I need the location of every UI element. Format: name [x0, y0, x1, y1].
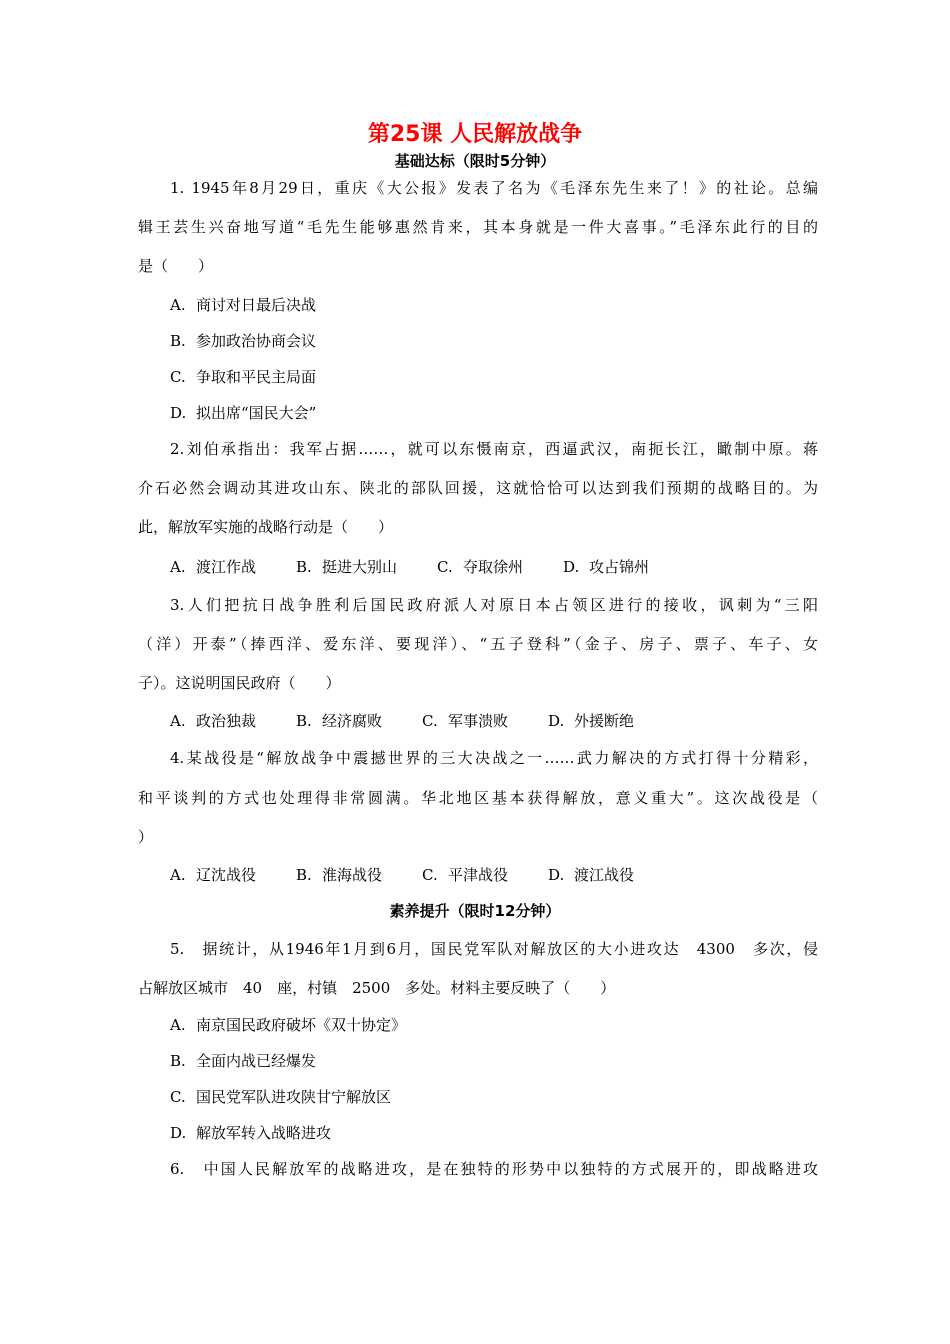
q4-options: A. 辽沈战役 B. 淮海战役 C. 平津战役 D. 渡江战役 — [170, 866, 635, 884]
q2-line-2: 介石必然会调动其进攻山东、陕北的部队回援，这就恰恰可以达到我们预期的战略目的。为 — [138, 479, 818, 497]
section-advanced-heading: 素养提升（限时12分钟） — [389, 902, 561, 920]
lesson-title: 第25课 人民解放战争 — [367, 122, 583, 147]
q4-line-2: 和平谈判的方式也处理得非常圆满。华北地区基本获得解放，意义重大”。这次战役是（ — [138, 789, 818, 807]
q2-options: A. 渡江作战 B. 挺进大别山 C. 夺取徐州 D. 攻占锦州 — [170, 558, 650, 576]
q5-option-a: A. 南京国民政府破坏《双十协定》 — [170, 1016, 407, 1034]
q3-line-3: 子）。这说明国民政府（ ） — [138, 674, 341, 692]
q1-option-c: C. 争取和平民主局面 — [170, 368, 317, 386]
q2-line-3: 此，解放军实施的战略行动是（ ） — [138, 518, 394, 536]
q1-option-b: B. 参加政治协商会议 — [170, 332, 317, 350]
q3-options: A. 政治独裁 B. 经济腐败 C. 军事溃败 D. 外援断绝 — [170, 712, 635, 730]
q1-line-2: 辑王芸生兴奋地写道“毛先生能够惠然肯来，其本身就是一件大喜事。”毛泽东此行的目的 — [138, 218, 818, 236]
q5-option-c: C. 国民党军队进攻陕甘宁解放区 — [170, 1088, 392, 1106]
q3-line-1: 3.人们把抗日战争胜利后国民政府派人对原日本占领区进行的接收，讽刺为“三阳 — [170, 596, 818, 614]
q2-line-1: 2.刘伯承指出：我军占据……，就可以东慑南京，西逼武汉，南扼长江，瞰制中原。蒋 — [170, 440, 818, 458]
q1-line-1: 1. 1945年8月29日，重庆《大公报》发表了名为《毛泽东先生来了！》的社论。总编 — [170, 179, 818, 197]
q5-line-1: 5. 据统计，从1946年1月到6月，国民党军队对解放区的大小进攻达 4300 多次，侵 — [170, 940, 818, 958]
q1-option-d: D. 拟出席“国民大会” — [170, 404, 317, 422]
q1-option-a: A. 商讨对日最后决战 — [170, 296, 317, 314]
q3-line-2: （洋）开泰”（捧西洋、爱东洋、要现洋）、“五子登科”（金子、房子、票子、车子、女 — [138, 635, 818, 653]
q1-line-3: 是（ ） — [138, 257, 214, 275]
q4-line-1: 4.某战役是“解放战争中震撼世界的三大决战之一……武力解决的方式打得十分精彩， — [170, 749, 818, 767]
q5-option-d: D. 解放军转入战略进攻 — [170, 1124, 332, 1142]
q4-line-3: ） — [138, 828, 154, 846]
section-basic-heading: 基础达标（限时5分钟） — [394, 152, 556, 170]
q6-line-1: 6. 中国人民解放军的战略进攻，是在独特的形势中以独特的方式展开的，即战略进攻 — [170, 1160, 818, 1178]
q5-option-b: B. 全面内战已经爆发 — [170, 1052, 317, 1070]
q5-line-2: 占解放区城市 40 座，村镇 2500 多处。材料主要反映了（ ） — [138, 979, 616, 997]
